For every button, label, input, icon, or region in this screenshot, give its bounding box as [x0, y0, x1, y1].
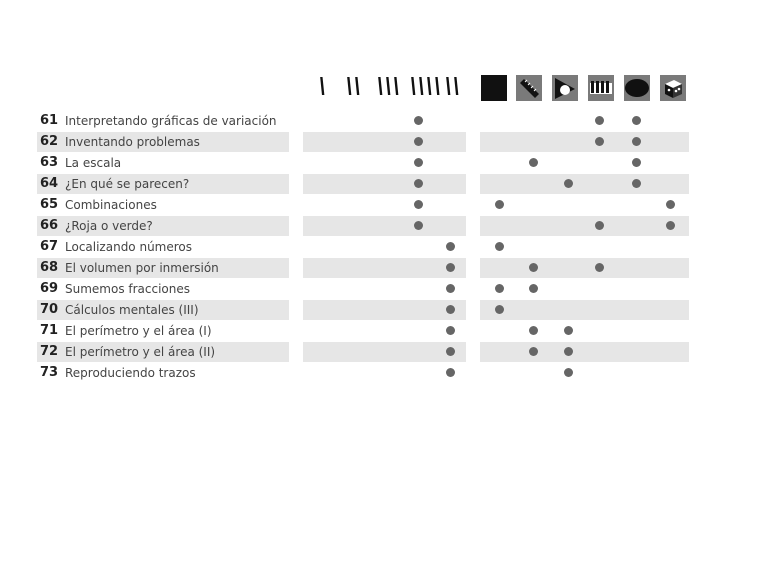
topic-dot	[495, 200, 504, 209]
topic-dot	[595, 137, 604, 146]
topic-dot	[564, 179, 573, 188]
lesson-title: El perímetro y el área (I)	[65, 324, 212, 338]
topic-dot	[529, 347, 538, 356]
row-band	[480, 132, 689, 152]
topic-dot	[564, 326, 573, 335]
grade-mark-2: \\	[342, 74, 364, 99]
grade-dot	[414, 221, 423, 230]
grade-dot	[414, 116, 423, 125]
topic-dot	[632, 158, 641, 167]
lesson-number: 64	[40, 176, 59, 191]
lesson-number: 70	[40, 302, 59, 317]
grade-dot	[414, 200, 423, 209]
topic-dot	[529, 284, 538, 293]
lesson-title: Reproduciendo trazos	[65, 366, 196, 380]
row-band	[303, 300, 466, 320]
lesson-number: 63	[40, 155, 59, 170]
lesson-number: 67	[40, 239, 59, 254]
lesson-number: 62	[40, 134, 59, 149]
topic-dot	[666, 200, 675, 209]
lesson-number: 72	[40, 344, 59, 359]
lesson-title: Sumemos fracciones	[65, 282, 191, 296]
grade-mark-4: \\\\	[406, 74, 444, 99]
grade-mark-1: \	[315, 74, 329, 99]
grade-mark-3: \\\	[373, 74, 403, 99]
lesson-title: Localizando números	[65, 240, 193, 254]
lesson-number: 73	[40, 365, 59, 380]
percent-icon	[624, 75, 650, 101]
grade-dot	[414, 179, 423, 188]
topic-dot	[632, 179, 641, 188]
fence-icon	[588, 75, 614, 101]
topic-dot	[595, 221, 604, 230]
grade-dot	[414, 158, 423, 167]
grade-mark-5: \\	[441, 74, 463, 99]
lesson-number: 66	[40, 218, 59, 233]
row-band	[480, 300, 689, 320]
lesson-title: Cálculos mentales (III)	[65, 303, 199, 317]
topic-dot	[632, 137, 641, 146]
hash-icon	[481, 75, 507, 101]
grade-dot	[446, 242, 455, 251]
lesson-number: 61	[40, 113, 59, 128]
lesson-number: 68	[40, 260, 59, 275]
topic-dot	[495, 284, 504, 293]
topic-dot	[632, 116, 641, 125]
grade-dot	[446, 263, 455, 272]
triangle-icon	[552, 75, 578, 101]
lesson-number: 65	[40, 197, 59, 212]
lesson-title: ¿En qué se parecen?	[65, 177, 190, 191]
row-band	[303, 132, 466, 152]
lesson-title: Inventando problemas	[65, 135, 200, 149]
row-band	[480, 342, 689, 362]
grade-dot	[414, 137, 423, 146]
lesson-title: El perímetro y el área (II)	[65, 345, 216, 359]
lesson-title: El volumen por inmersión	[65, 261, 219, 275]
topic-dot	[595, 116, 604, 125]
row-band	[480, 258, 689, 278]
grade-dot	[446, 305, 455, 314]
row-band	[480, 174, 689, 194]
topic-dot	[666, 221, 675, 230]
lesson-number: 69	[40, 281, 59, 296]
row-band	[303, 216, 466, 236]
row-band	[303, 342, 466, 362]
topic-dot	[529, 263, 538, 272]
lesson-number: 71	[40, 323, 59, 338]
topic-dot	[495, 242, 504, 251]
topic-dot	[595, 263, 604, 272]
grade-dot	[446, 326, 455, 335]
row-band	[303, 258, 466, 278]
row-band	[303, 174, 466, 194]
lesson-title: ¿Roja o verde?	[65, 219, 153, 233]
topic-dot	[529, 158, 538, 167]
row-band	[480, 216, 689, 236]
topic-dot	[564, 347, 573, 356]
lesson-title: Interpretando gráficas de variación	[65, 114, 277, 128]
grade-dot	[446, 368, 455, 377]
grade-dot	[446, 284, 455, 293]
topic-dot	[495, 305, 504, 314]
lesson-title: La escala	[65, 156, 122, 170]
dice-icon	[660, 75, 686, 101]
lesson-title: Combinaciones	[65, 198, 157, 212]
topic-dot	[564, 368, 573, 377]
topic-dot	[529, 326, 538, 335]
grade-dot	[446, 347, 455, 356]
ruler-icon	[516, 75, 542, 101]
